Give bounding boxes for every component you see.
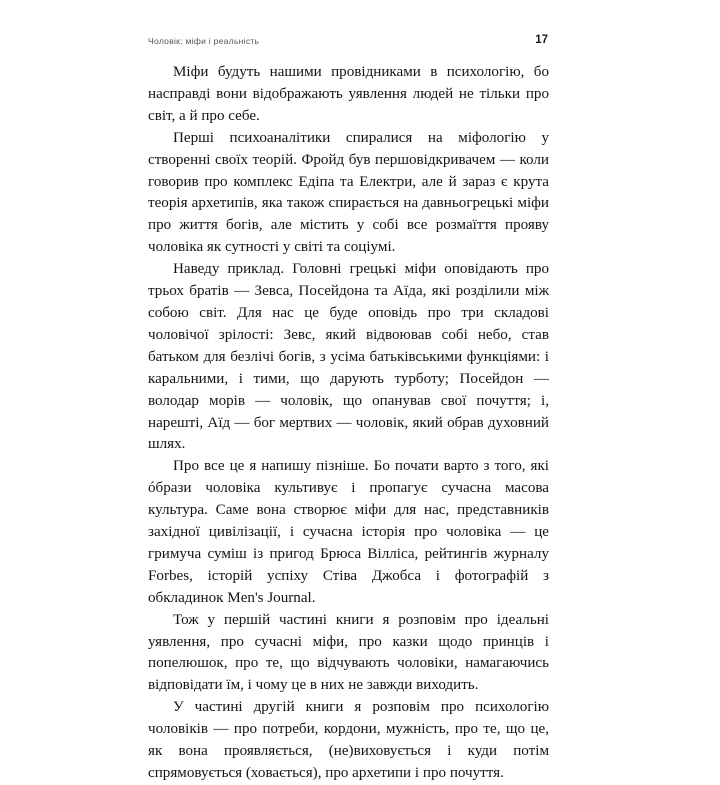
body-paragraph: Наведу приклад. Головні грецькі міфи оповідають про трьох братів — Зевса, Посейдона та Аїда, які розділили між собою світ. Для нас це буде оповідь про три складові чоловічої зрілості: Зевс, який відвоював собі небо, став батьком для безлічі богів, з усіма батьківськими функціями: і каральними, і тими, що дарують турботу; Посейдон — володар морів — чоловік, що опанував свої почуття; і, нарешті, Аїд — бог мертвих — чоловік, який обрав духовний шлях.	[148, 261, 549, 453]
body-paragraph: У частині другій книги я розповім про психологію чоловіків — про потреби, кордони, мужність, про те, що це, як вона проявляється, (не)виховується і куди потім спрямовується (ховається), про архетипи і про почуття.	[148, 699, 549, 781]
running-head	[148, 33, 548, 49]
body-paragraph: Перші психоаналітики спиралися на міфологію у створенні своїх теорій. Фройд був першовідкривачем — коли говорив про комплекс Едіпа та Електри, але й зараз є крута теорія архетипів, яка також спирається на давньогрецькі міфи про життя богів, але містить у собі все розмаїття прояву чоловіка як сутності у світі та соціумі.	[148, 129, 549, 256]
running-head-title: Чоловік: міфи і реальність	[148, 36, 260, 46]
body-paragraph: Міфи будуть нашими провідниками в психологію, бо насправді вони відображають уявлення людей не тільки про світ, а й про себе.	[148, 64, 549, 124]
body-paragraph: Тож у першій частині книги я розповім про ідеальні уявлення, про сучасні міфи, про казки щодо принців і попелюшок, про те, що відчувають чоловіки, намагаючись відповідати їм, і чому це в них не завжди виходить.	[148, 611, 549, 694]
page-number: 17	[535, 34, 548, 46]
body-paragraph: Про все це я напишу пізніше. Бо почати варто з того, які óбрази чоловіка культивує і пропагує сучасна масова культура. Саме вона створює міфи для нас, представників західної цивілізації, і сучасна історія про чоловіка — це гримуча суміш із пригод Брюса Вілліса, рейтингів журналу Forbes, історій успіху Стіва Джобса і фотографій з обкладинок Men's Journal.	[148, 458, 549, 606]
body-text-block	[148, 62, 549, 785]
